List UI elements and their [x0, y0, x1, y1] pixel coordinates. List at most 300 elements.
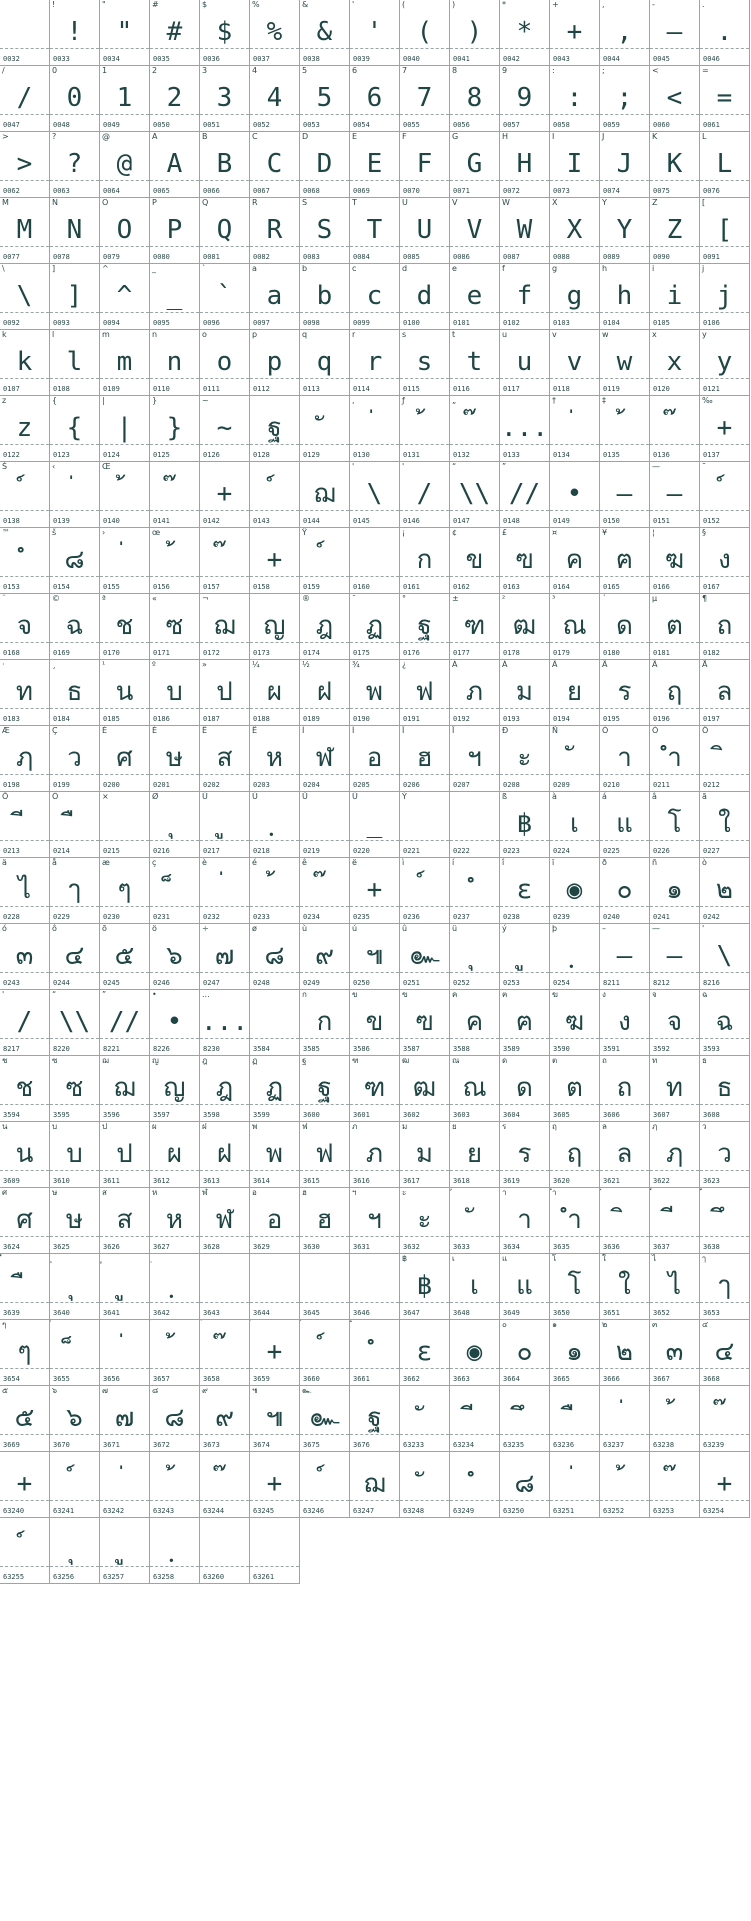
glyph-cell — [450, 726, 500, 792]
glyph-preview: ฯ — [367, 1205, 382, 1235]
glyph-label: ² — [502, 594, 506, 603]
glyph-label: ๐ — [502, 1320, 507, 1329]
glyph-code: 0166 — [653, 583, 670, 591]
glyph-cell — [700, 330, 750, 396]
glyph-label: X — [552, 198, 558, 207]
glyph-cell — [150, 462, 200, 528]
glyph-cell — [100, 594, 150, 660]
glyph-cell — [300, 1320, 350, 1386]
glyph-preview — [150, 1464, 199, 1504]
glyph-preview: ถ — [716, 611, 733, 641]
glyph-code: 63255 — [3, 1573, 25, 1581]
glyph-code: 0224 — [553, 847, 570, 855]
glyph-preview: อ — [266, 1205, 283, 1235]
glyph-cell — [650, 594, 700, 660]
glyph-preview: @ — [116, 149, 133, 179]
glyph-code: 0244 — [53, 979, 70, 987]
glyph-cell — [0, 66, 50, 132]
glyph-preview: ฏ — [265, 1073, 284, 1103]
glyph-preview: ศ — [116, 743, 133, 773]
glyph-cell — [50, 1386, 100, 1452]
glyph-cell — [500, 1320, 550, 1386]
glyph-cell — [100, 528, 150, 594]
glyph-label: · — [2, 660, 5, 669]
glyph-cell — [500, 1254, 550, 1320]
glyph-cell — [300, 396, 350, 462]
glyph-preview: # — [166, 17, 183, 47]
glyph-preview: A — [166, 149, 183, 179]
glyph-code: 0039 — [353, 55, 370, 63]
glyph-label: ó — [2, 924, 7, 933]
glyph-cell — [550, 0, 600, 66]
glyph-preview: . — [716, 17, 733, 47]
glyph-preview: r — [366, 347, 383, 377]
glyph-code: 0075 — [653, 187, 670, 195]
glyph-cell — [250, 1056, 300, 1122]
glyph-label: ฟ — [302, 1122, 308, 1131]
glyph-cell — [350, 528, 400, 594]
glyph-label: ฤ — [552, 1122, 557, 1131]
glyph-cell — [650, 792, 700, 858]
glyph-code: 8216 — [703, 979, 720, 987]
glyph-preview: ~ — [216, 413, 233, 443]
glyph-label: ๙ — [202, 1386, 208, 1395]
glyph-label: ๖ — [52, 1386, 58, 1395]
glyph-preview: > — [16, 149, 33, 179]
glyph-code: 0038 — [303, 55, 320, 63]
glyph-label: Ä — [652, 660, 658, 669]
glyph-preview — [0, 540, 49, 580]
glyph-cell — [350, 792, 400, 858]
glyph-code: 3651 — [603, 1309, 620, 1317]
glyph-cell — [150, 1452, 200, 1518]
glyph-cell — [300, 0, 350, 66]
glyph-cell — [500, 330, 550, 396]
glyph-cell — [150, 1056, 200, 1122]
glyph-code: 3629 — [253, 1243, 270, 1251]
glyph-preview: ห — [165, 1205, 184, 1235]
glyph-cell — [50, 858, 100, 924]
glyph-code: 3589 — [503, 1045, 520, 1053]
glyph-label: ' — [352, 462, 355, 471]
glyph-label: 1 — [102, 66, 108, 75]
glyph-cell — [300, 132, 350, 198]
glyph-label: ๅ — [702, 1254, 706, 1263]
glyph-label: Ó — [652, 726, 659, 735]
glyph-label: Ì — [302, 726, 305, 735]
glyph-cell — [550, 1056, 600, 1122]
glyph-cell — [100, 1122, 150, 1188]
glyph-label: : — [552, 66, 555, 75]
glyph-preview: 4 — [266, 83, 283, 113]
glyph-code: 63254 — [703, 1507, 725, 1515]
glyph-label: ¹ — [102, 660, 106, 669]
glyph-code: 0152 — [703, 517, 720, 525]
glyph-preview: ๒ — [715, 875, 734, 905]
glyph-label: ‡ — [602, 396, 606, 405]
glyph-cell — [0, 726, 50, 792]
glyph-code: 3603 — [453, 1111, 470, 1119]
glyph-label: C — [252, 132, 258, 141]
glyph-preview: ย — [466, 1139, 483, 1169]
glyph-code: 63237 — [603, 1441, 625, 1449]
glyph-preview: + — [266, 1337, 283, 1367]
glyph-code: 63252 — [603, 1507, 625, 1515]
glyph-code: 0219 — [303, 847, 320, 855]
glyph-cell — [450, 528, 500, 594]
glyph-label: _ — [152, 264, 156, 273]
glyph-code: 0254 — [553, 979, 570, 987]
glyph-cell — [350, 1122, 400, 1188]
glyph-preview: — — [666, 941, 683, 971]
glyph-preview: \\ — [58, 1007, 91, 1037]
glyph-label: — — [652, 462, 660, 471]
glyph-preview — [300, 1332, 349, 1372]
glyph-code: 3602 — [403, 1111, 420, 1119]
glyph-label: È — [102, 726, 108, 735]
glyph-code: 3630 — [303, 1243, 320, 1251]
glyph-cell — [250, 528, 300, 594]
glyph-preview: ห — [265, 743, 284, 773]
glyph-code: 0176 — [403, 649, 420, 657]
glyph-preview: % — [266, 17, 283, 47]
glyph-code: 0100 — [403, 319, 420, 327]
glyph-label: œ — [152, 528, 161, 537]
glyph-preview: ญ — [263, 611, 286, 641]
glyph-label: º — [152, 660, 156, 669]
glyph-code: 3631 — [353, 1243, 370, 1251]
glyph-cell — [650, 1254, 700, 1320]
glyph-preview: 9 — [516, 83, 533, 113]
glyph-cell — [150, 396, 200, 462]
glyph-code: 0137 — [703, 451, 720, 459]
glyph-cell — [50, 528, 100, 594]
glyph-cell — [500, 924, 550, 990]
glyph-code: 0044 — [603, 55, 620, 63]
glyph-cell — [250, 1188, 300, 1254]
glyph-code: 3594 — [3, 1111, 20, 1119]
glyph-code: 0210 — [603, 781, 620, 789]
glyph-code: 0226 — [653, 847, 670, 855]
glyph-cell — [500, 66, 550, 132]
glyph-label: Z — [652, 198, 658, 207]
glyph-code: 0081 — [203, 253, 220, 261]
glyph-code: 3647 — [403, 1309, 420, 1317]
glyph-cell — [0, 1254, 50, 1320]
glyph-cell — [450, 990, 500, 1056]
glyph-code: 0237 — [453, 913, 470, 921]
glyph-cell — [700, 0, 750, 66]
glyph-preview: ะ — [417, 1205, 432, 1235]
glyph-code: 63253 — [653, 1507, 675, 1515]
glyph-cell — [0, 924, 50, 990]
glyph-code: 0068 — [303, 187, 320, 195]
glyph-cell — [450, 396, 500, 462]
glyph-code: 0209 — [553, 781, 570, 789]
glyph-cell — [500, 858, 550, 924]
glyph-label: y — [702, 330, 707, 339]
glyph-label: ü — [452, 924, 458, 933]
glyph-label: จ — [652, 990, 657, 999]
glyph-preview — [700, 1200, 749, 1240]
glyph-cell — [550, 1254, 600, 1320]
glyph-code: 3604 — [503, 1111, 520, 1119]
glyph-preview: ๓ — [665, 1337, 684, 1367]
glyph-code: 3654 — [3, 1375, 20, 1383]
glyph-cell — [550, 330, 600, 396]
glyph-code: 0066 — [203, 187, 220, 195]
glyph-preview: ก — [316, 1007, 333, 1037]
glyph-cell — [550, 1386, 600, 1452]
glyph-code: 63239 — [703, 1441, 725, 1449]
glyph-label: — — [652, 924, 660, 933]
glyph-code: 0073 — [553, 187, 570, 195]
glyph-code: 0128 — [253, 451, 270, 459]
glyph-cell — [300, 528, 350, 594]
glyph-code: 0221 — [403, 847, 420, 855]
glyph-label: ¡ — [402, 528, 406, 537]
glyph-cell — [100, 1518, 150, 1584]
glyph-preview: ษ — [65, 1205, 84, 1235]
glyph-label: ๛ — [302, 1386, 312, 1395]
glyph-code: 0216 — [153, 847, 170, 855]
glyph-preview: ^ — [116, 281, 133, 311]
glyph-preview — [0, 474, 49, 514]
glyph-label: ใ — [602, 1254, 606, 1263]
glyph-cell — [0, 132, 50, 198]
glyph-code: 0036 — [203, 55, 220, 63]
glyph-preview: า — [517, 1205, 532, 1235]
glyph-code: 0197 — [703, 715, 720, 723]
glyph-preview: จ — [666, 1007, 683, 1037]
glyph-label: แ — [502, 1254, 508, 1263]
glyph-preview: – — [616, 479, 633, 509]
glyph-preview — [400, 870, 449, 910]
glyph-preview: ) — [466, 17, 483, 47]
glyph-label: © — [52, 594, 60, 603]
glyph-cell — [350, 1188, 400, 1254]
glyph-code: 0192 — [453, 715, 470, 723]
glyph-preview: // — [508, 479, 541, 509]
glyph-preview — [150, 540, 199, 580]
glyph-cell — [250, 1386, 300, 1452]
glyph-label: ¯ — [352, 594, 356, 603]
glyph-code: 0091 — [703, 253, 720, 261]
glyph-cell — [600, 1386, 650, 1452]
glyph-cell — [0, 1386, 50, 1452]
glyph-label: ำ — [552, 1188, 557, 1197]
glyph-preview: จ — [16, 611, 33, 641]
glyph-cell — [0, 1452, 50, 1518]
glyph-code: 3595 — [53, 1111, 70, 1119]
glyph-preview: ฬ — [315, 743, 334, 773]
glyph-preview: 6 — [366, 83, 383, 113]
glyph-cell — [300, 792, 350, 858]
glyph-code: 3619 — [503, 1177, 520, 1185]
glyph-cell — [650, 198, 700, 264]
glyph-preview: ... — [201, 1007, 248, 1037]
glyph-label: Ô — [702, 726, 709, 735]
glyph-code: 3633 — [453, 1243, 470, 1251]
glyph-preview: ฅ — [515, 1007, 534, 1037]
glyph-code: 0158 — [253, 583, 270, 591]
glyph-preview — [450, 1464, 499, 1504]
glyph-label: ÷ — [202, 924, 209, 933]
glyph-preview: G — [466, 149, 483, 179]
glyph-label: ฒ — [402, 1056, 410, 1065]
glyph-cell — [450, 0, 500, 66]
glyph-cell — [500, 726, 550, 792]
glyph-label: ฝ — [202, 1122, 207, 1131]
glyph-label: q — [302, 330, 308, 339]
glyph-cell — [250, 66, 300, 132]
glyph-label: ภ — [352, 1122, 358, 1131]
glyph-preview: P — [166, 215, 183, 245]
glyph-code: 0041 — [453, 55, 470, 63]
glyph-label: Ë — [252, 726, 258, 735]
glyph-preview: U — [416, 215, 433, 245]
glyph-preview: ฅ — [615, 545, 634, 575]
glyph-label: • — [152, 990, 157, 999]
glyph-label: ï — [552, 858, 555, 867]
glyph-preview: ฃ — [515, 545, 534, 575]
glyph-preview: C — [266, 149, 283, 179]
glyph-cell — [250, 0, 300, 66]
glyph-code: 0111 — [203, 385, 220, 393]
glyph-code: 0084 — [353, 253, 370, 261]
glyph-label: ò — [702, 858, 707, 867]
glyph-code: 3614 — [253, 1177, 270, 1185]
glyph-code: 0119 — [603, 385, 620, 393]
glyph-preview: Q — [216, 215, 233, 245]
glyph-code: 0052 — [253, 121, 270, 129]
glyph-preview: X — [566, 215, 583, 245]
glyph-preview: ๓ — [15, 941, 34, 971]
glyph-cell — [300, 660, 350, 726]
glyph-preview: h — [616, 281, 633, 311]
glyph-label: [ — [702, 198, 706, 207]
glyph-label: í — [452, 858, 455, 867]
glyph-label: ๚ — [252, 1386, 258, 1395]
glyph-preview: ? — [66, 149, 83, 179]
glyph-code: 0243 — [3, 979, 20, 987]
glyph-preview: ๆ — [17, 1337, 32, 1367]
glyph-cell — [600, 1056, 650, 1122]
glyph-preview — [450, 936, 499, 976]
glyph-label: ฆ — [552, 990, 558, 999]
glyph-label: ณ — [452, 1056, 460, 1065]
glyph-label: ± — [452, 594, 459, 603]
glyph-code: 0235 — [353, 913, 370, 921]
glyph-cell — [200, 660, 250, 726]
glyph-code: 0148 — [503, 517, 520, 525]
glyph-preview: O — [116, 215, 133, 245]
glyph-code: 0179 — [553, 649, 570, 657]
glyph-preview: + — [266, 545, 283, 575]
glyph-preview: ๔ — [64, 941, 85, 971]
glyph-preview: W — [516, 215, 533, 245]
glyph-cell — [100, 264, 150, 330]
glyph-code: 3597 — [153, 1111, 170, 1119]
glyph-preview — [550, 738, 599, 778]
glyph-preview: ฤ — [666, 677, 683, 707]
glyph-preview: ๆ — [117, 875, 132, 905]
glyph-preview: < — [666, 83, 683, 113]
glyph-label: ว — [702, 1122, 707, 1131]
glyph-cell — [100, 1056, 150, 1122]
glyph-code: 0162 — [453, 583, 470, 591]
glyph-code: 3601 — [353, 1111, 370, 1119]
glyph-cell — [400, 660, 450, 726]
glyph-preview: ๚ — [265, 1403, 284, 1433]
glyph-cell — [550, 1188, 600, 1254]
glyph-cell — [150, 66, 200, 132]
glyph-cell — [100, 1254, 150, 1320]
glyph-label: ' — [702, 924, 705, 933]
glyph-code: 0050 — [153, 121, 170, 129]
glyph-label: › — [102, 528, 106, 537]
glyph-cell — [250, 396, 300, 462]
glyph-code: 0097 — [253, 319, 270, 327]
glyph-preview: ๚ — [365, 941, 384, 971]
glyph-cell — [50, 726, 100, 792]
glyph-code: 0048 — [53, 121, 70, 129]
glyph-label: Ð — [502, 726, 509, 735]
glyph-code: 0102 — [503, 319, 520, 327]
glyph-label: ¿ — [402, 660, 407, 669]
glyph-code: 63242 — [103, 1507, 125, 1515]
glyph-preview: ๖ — [166, 941, 183, 971]
glyph-label: n — [152, 330, 158, 339]
glyph-cell — [100, 858, 150, 924]
glyph-preview: ใ — [618, 1271, 631, 1301]
glyph-code: 8217 — [3, 1045, 20, 1053]
glyph-label: ‰ — [702, 396, 713, 405]
glyph-preview: ว — [717, 1139, 732, 1169]
glyph-cell — [600, 792, 650, 858]
glyph-code: 0217 — [203, 847, 220, 855]
glyph-cell — [150, 132, 200, 198]
glyph-code: 3607 — [653, 1111, 670, 1119]
glyph-preview: = — [716, 83, 733, 113]
glyph-code: 0094 — [103, 319, 120, 327]
glyph-code: 8221 — [103, 1045, 120, 1053]
glyph-label: Ú — [252, 792, 258, 801]
glyph-preview: N — [66, 215, 83, 245]
glyph-cell — [600, 462, 650, 528]
glyph-cell — [500, 1188, 550, 1254]
glyph-label: , — [602, 0, 605, 9]
glyph-preview — [150, 870, 199, 910]
glyph-label: ? — [52, 132, 57, 141]
glyph-preview — [450, 1200, 499, 1240]
glyph-cell — [150, 726, 200, 792]
glyph-preview: o — [216, 347, 233, 377]
glyph-label: 8 — [452, 66, 458, 75]
glyph-preview: ซ — [65, 1073, 84, 1103]
glyph-code: 3585 — [303, 1045, 320, 1053]
glyph-preview: ฌ — [313, 479, 336, 509]
glyph-code: 3648 — [453, 1309, 470, 1317]
glyph-code: 3592 — [653, 1045, 670, 1053]
glyph-code: 0133 — [503, 451, 520, 459]
glyph-preview: x — [666, 347, 683, 377]
glyph-label: â — [652, 792, 657, 801]
glyph-cell — [50, 990, 100, 1056]
glyph-code: 0087 — [503, 253, 520, 261]
glyph-preview — [50, 1530, 99, 1570]
glyph-code: 0121 — [703, 385, 720, 393]
